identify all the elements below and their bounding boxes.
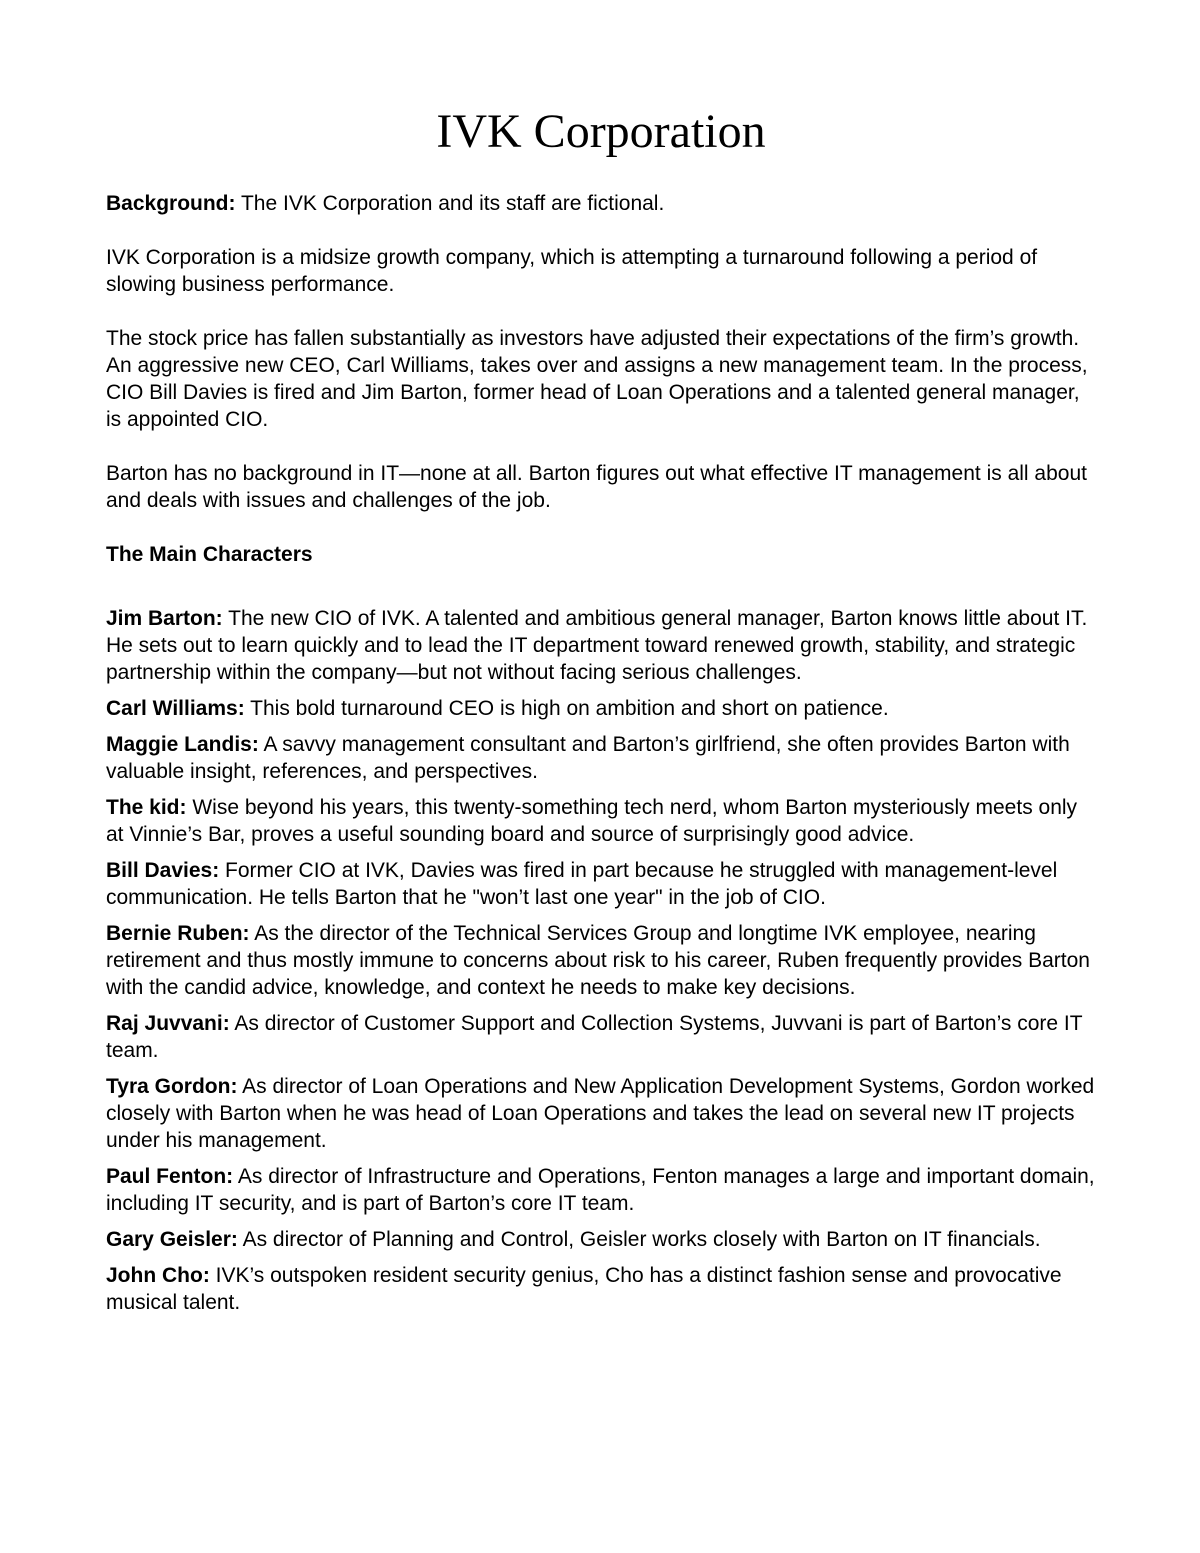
character-entry — [106, 731, 1096, 785]
character-description: IVK’s outspoken resident security genius, Cho has a distinct fashion sense and provocative musical talent. — [106, 1264, 1062, 1314]
character-name: Paul Fenton: — [106, 1165, 234, 1188]
character-name: Raj Juvvani: — [106, 1012, 230, 1035]
intro-paragraph-3: Barton has no background in IT—none at all. Barton figures out what effective IT management is all about and deals with issues and challenges of the job. — [106, 462, 1087, 512]
character-entry — [106, 794, 1096, 848]
character-name: Bill Davies: — [106, 859, 220, 882]
intro-paragraph-2: The stock price has fallen substantially as investors have adjusted their expectations of the firm’s growth. An aggressive new CEO, Carl Williams, takes over and assigns a new management team. In the process, CIO Bill Davies is fired and Jim Barton, former head of Loan Operations and a talented general manager, is appointed CIO. — [106, 327, 1088, 431]
character-name: Tyra Gordon: — [106, 1075, 238, 1098]
character-entry — [106, 1073, 1096, 1154]
background-paragraph — [106, 190, 1096, 217]
character-description: As director of Planning and Control, Geisler works closely with Barton on IT financials. — [237, 1228, 1041, 1251]
character-name: Carl Williams: — [106, 697, 245, 720]
character-entry — [106, 1226, 1096, 1253]
characters-list — [106, 605, 1096, 1316]
character-name: Gary Geisler: — [106, 1228, 238, 1251]
character-entry — [106, 1163, 1096, 1217]
character-entry — [106, 1262, 1096, 1316]
character-name: John Cho: — [106, 1264, 210, 1287]
document-page — [106, 100, 1096, 1325]
character-description: As director of Loan Operations and New Application Development Systems, Gordon worked closely with Barton when he was head of Loan Operations and takes the lead on several new IT projects under his management. — [106, 1075, 1095, 1152]
background-text: The IVK Corporation and its staff are fictional. — [235, 192, 665, 215]
character-description: This bold turnaround CEO is high on ambition and short on patience. — [244, 697, 889, 720]
character-description: Former CIO at IVK, Davies was fired in part because he struggled with management-level communication. He tells Barton that he "won’t last one year" in the job of CIO. — [106, 859, 1058, 909]
intro-paragraph-1: IVK Corporation is a midsize growth company, which is attempting a turnaround following a period of slowing business performance. — [106, 246, 1038, 296]
character-entry — [106, 1010, 1096, 1064]
characters-heading: The Main Characters — [106, 543, 313, 566]
character-entry — [106, 920, 1096, 1001]
character-name: The kid: — [106, 796, 187, 819]
background-label: Background: — [106, 192, 236, 215]
character-entry — [106, 857, 1096, 911]
character-description: As the director of the Technical Services Group and longtime IVK employee, nearing retirement and thus mostly immune to concerns about risk to his career, Ruben frequently provides Barton with the candid advice, knowledge, and context he needs to make key decisions. — [106, 922, 1090, 999]
character-description: As director of Customer Support and Collection Systems, Juvvani is part of Barton’s core IT team. — [106, 1012, 1083, 1062]
character-description: Wise beyond his years, this twenty-something tech nerd, whom Barton mysteriously meets only at Vinnie’s Bar, proves a useful sounding board and source of surprisingly good advice. — [106, 796, 1078, 846]
character-description: The new CIO of IVK. A talented and ambitious general manager, Barton knows little about IT. He sets out to learn quickly and to lead the IT department toward renewed growth, stability, and strategic partnership within the company—but not without facing serious challenges. — [106, 607, 1088, 684]
character-name: Jim Barton: — [106, 607, 223, 630]
character-name: Bernie Ruben: — [106, 922, 250, 945]
document-title: IVK Corporation — [436, 105, 766, 158]
character-name: Maggie Landis: — [106, 733, 259, 756]
character-entry — [106, 695, 1096, 722]
character-description: As director of Infrastructure and Operations, Fenton manages a large and important domain, including IT security, and is part of Barton’s core IT team. — [106, 1165, 1095, 1215]
character-description: A savvy management consultant and Barton’s girlfriend, she often provides Barton with valuable insight, references, and perspectives. — [106, 733, 1070, 783]
character-entry — [106, 605, 1096, 686]
